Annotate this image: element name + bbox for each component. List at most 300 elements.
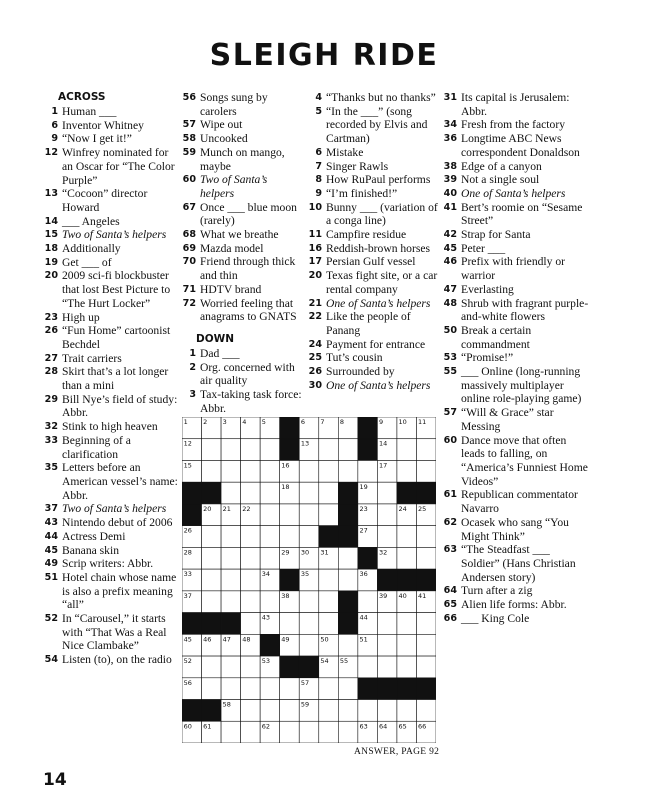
across-clue-57 <box>180 118 302 132</box>
across-clue-72 <box>180 297 302 324</box>
grid-cell[interactable] <box>319 439 339 461</box>
grid-cell[interactable] <box>241 656 261 678</box>
across-clue-56 <box>180 91 302 118</box>
clue-text: Letters before an American vessel’s name: Abbr. <box>62 461 178 502</box>
across-clue-59 <box>180 146 302 173</box>
grid-cell[interactable] <box>319 460 339 482</box>
down-clue-30 <box>306 379 438 393</box>
grid-cell[interactable] <box>397 613 417 635</box>
clue-text: Additionally <box>62 242 121 256</box>
grid-cell[interactable] <box>260 504 280 526</box>
grid-cell[interactable] <box>397 547 417 569</box>
down-clue-42 <box>441 228 589 242</box>
grid-cell[interactable] <box>202 526 222 548</box>
grid-cell[interactable] <box>260 482 280 504</box>
across-clue-15 <box>42 228 180 242</box>
grid-cell[interactable] <box>319 569 339 591</box>
clue-number: 2 <box>189 361 196 373</box>
grid-cell[interactable] <box>397 526 417 548</box>
clue-text: Shrub with fragrant purple-and-white flowers <box>461 296 589 324</box>
down-clue-25 <box>306 351 438 365</box>
grid-number: 30 <box>300 548 310 557</box>
grid-number: 3 <box>222 418 227 426</box>
clue-text: Uncooked <box>200 132 248 146</box>
clue-number: 71 <box>182 283 196 295</box>
grid-number: 65 <box>398 722 407 731</box>
grid-cell[interactable] <box>338 439 358 461</box>
grid-number: 66 <box>418 722 427 731</box>
grid-cell[interactable] <box>241 591 261 613</box>
clue-number: 59 <box>182 146 196 158</box>
clue-number: 20 <box>308 270 322 282</box>
grid-cell[interactable] <box>241 439 261 461</box>
grid-cell[interactable] <box>377 526 397 548</box>
clue-text: Mistake <box>326 145 364 159</box>
grid-cell[interactable] <box>397 634 417 656</box>
grid-cell[interactable] <box>280 721 300 743</box>
clue-text: Bill Nye’s field of study: Abbr. <box>62 392 178 420</box>
down-clue-50 <box>441 324 589 351</box>
grid-number: 62 <box>261 722 271 731</box>
grid-cell[interactable] <box>377 656 397 678</box>
clue-number: 28 <box>44 366 58 378</box>
grid-number: 51 <box>359 635 368 644</box>
down-clue-17 <box>306 255 438 269</box>
across-clue-58 <box>180 132 302 146</box>
clue-text: Friend through thick and thin <box>200 255 296 283</box>
clue-number: 9 <box>315 187 322 199</box>
grid-cell[interactable] <box>377 634 397 656</box>
grid-cell[interactable] <box>202 678 222 700</box>
clue-number: 50 <box>443 324 457 336</box>
clue-number: 19 <box>44 256 58 268</box>
clue-text: Worried feeling that anagrams to GNATS <box>200 296 297 324</box>
grid-number: 6 <box>300 418 305 426</box>
grid-number: 25 <box>418 504 427 513</box>
clue-text: Its capital is Jerusalem: Abbr. <box>461 91 570 118</box>
grid-number: 21 <box>222 504 231 513</box>
clue-text: Stink to high heaven <box>62 420 158 434</box>
clue-number: 63 <box>443 544 457 556</box>
clue-number: 70 <box>182 256 196 268</box>
grid-cell[interactable] <box>397 439 417 461</box>
clue-number: 21 <box>308 297 322 309</box>
grid-cell[interactable] <box>299 591 319 613</box>
crossword-grid[interactable] <box>182 417 436 743</box>
grid-block <box>182 482 202 504</box>
grid-cell[interactable] <box>319 700 339 722</box>
grid-cell[interactable] <box>416 439 436 461</box>
grid-number: 7 <box>320 418 325 426</box>
clue-number: 69 <box>182 242 196 254</box>
grid-cell[interactable] <box>221 482 241 504</box>
across-clue-71 <box>180 283 302 297</box>
grid-cell[interactable] <box>241 721 261 743</box>
down-clue-60 <box>441 434 589 489</box>
grid-number: 44 <box>359 613 368 622</box>
grid-cell[interactable] <box>221 721 241 743</box>
grid-cell[interactable] <box>358 656 378 678</box>
down-clue-16 <box>306 242 438 256</box>
clue-text: “Cocoon” director Howard <box>62 187 148 214</box>
grid-cell[interactable] <box>280 678 300 700</box>
grid-block <box>416 569 436 591</box>
grid-cell[interactable] <box>202 460 222 482</box>
grid-block <box>280 439 300 461</box>
grid-number: 1 <box>183 418 188 426</box>
grid-block <box>397 569 417 591</box>
across-clue-37 <box>42 502 180 516</box>
clue-text: Wipe out <box>200 118 243 132</box>
clue-text: Surrounded by <box>326 365 395 379</box>
grid-cell[interactable] <box>299 526 319 548</box>
down-clue-53 <box>441 351 589 365</box>
across-clue-14 <box>42 215 180 229</box>
clue-text: How RuPaul performs <box>326 173 431 187</box>
grid-number: 27 <box>359 526 368 535</box>
grid-cell[interactable] <box>299 634 319 656</box>
clue-number: 60 <box>443 434 457 446</box>
clue-number: 27 <box>44 352 58 364</box>
grid-cell[interactable] <box>319 591 339 613</box>
across-clue-19 <box>42 256 180 270</box>
across-clue-44 <box>42 530 180 544</box>
grid-cell[interactable] <box>319 504 339 526</box>
clue-number: 1 <box>189 347 196 359</box>
grid-cell[interactable] <box>241 460 261 482</box>
grid-number: 18 <box>281 483 290 492</box>
clue-number: 37 <box>44 503 58 515</box>
clue-text: Skirt that’s a lot longer than a mini <box>62 365 169 393</box>
grid-cell[interactable] <box>416 656 436 678</box>
grid-cell[interactable] <box>299 613 319 635</box>
grid-cell[interactable] <box>260 526 280 548</box>
grid-cell[interactable] <box>280 700 300 722</box>
clue-number: 47 <box>443 283 457 295</box>
across-clue-60 <box>180 173 302 200</box>
grid-cell[interactable] <box>416 526 436 548</box>
clue-text: Bert’s roomie on “Sesame Street” <box>461 200 583 228</box>
down-clue-9 <box>306 187 438 201</box>
down-clue-21 <box>306 297 438 311</box>
clue-text: Munch on mango, maybe <box>200 145 285 173</box>
clue-number: 43 <box>44 517 58 529</box>
grid-cell[interactable] <box>202 547 222 569</box>
down-clue-36 <box>441 132 589 159</box>
clue-number: 1 <box>51 106 58 117</box>
grid-cell[interactable] <box>397 656 417 678</box>
clue-text: “Promise!” <box>461 351 514 365</box>
page-number: 14 <box>43 770 67 790</box>
grid-cell[interactable] <box>338 460 358 482</box>
grid-cell[interactable] <box>358 591 378 613</box>
grid-cell[interactable] <box>260 547 280 569</box>
clue-text: ___ King Cole <box>461 611 530 625</box>
grid-block <box>338 591 358 613</box>
grid-cell[interactable] <box>416 460 436 482</box>
clue-number: 45 <box>443 242 457 254</box>
across-clue-12 <box>42 146 180 187</box>
clue-number: 39 <box>443 174 457 186</box>
clue-number: 13 <box>44 188 58 200</box>
grid-number: 54 <box>320 657 329 666</box>
grid-block <box>358 678 378 700</box>
across-clue-32 <box>42 420 180 434</box>
grid-number: 49 <box>281 635 290 644</box>
clue-number: 58 <box>182 133 196 145</box>
clue-number: 49 <box>44 558 58 570</box>
clue-number: 60 <box>182 174 196 186</box>
grid-cell[interactable] <box>221 439 241 461</box>
clue-number: 45 <box>44 544 58 556</box>
grid-number: 5 <box>261 418 266 426</box>
across-clue-23 <box>42 311 180 325</box>
clue-text: Songs sung by carolers <box>200 91 268 118</box>
clue-number: 29 <box>44 393 58 405</box>
clue-text: One of Santa’s helpers <box>461 186 566 200</box>
down-clue-38 <box>441 160 589 174</box>
grid-cell[interactable] <box>202 439 222 461</box>
clue-number: 52 <box>44 613 58 625</box>
grid-cell[interactable] <box>338 721 358 743</box>
grid-cell[interactable] <box>241 482 261 504</box>
clue-number: 15 <box>44 229 58 241</box>
clue-text: Get ___ of <box>62 255 112 269</box>
grid-cell[interactable] <box>416 700 436 722</box>
grid-cell[interactable] <box>299 504 319 526</box>
grid-number: 4 <box>242 418 247 426</box>
across-clue-list <box>42 105 180 667</box>
clue-number: 33 <box>44 434 58 446</box>
clue-number: 31 <box>443 92 457 103</box>
grid-number: 9 <box>378 418 384 426</box>
across-clue-68 <box>180 228 302 242</box>
grid-cell[interactable] <box>260 678 280 700</box>
grid-number: 38 <box>281 591 290 600</box>
grid-cell[interactable] <box>358 700 378 722</box>
across-clue-45 <box>42 544 180 558</box>
grid-cell[interactable] <box>241 547 261 569</box>
down-clue-39 <box>441 173 589 187</box>
grid-cell[interactable] <box>338 700 358 722</box>
grid-cell[interactable] <box>221 656 241 678</box>
clue-number: 4 <box>315 92 322 103</box>
clue-text: In “Carousel,” it starts with “That Was a Real Nice Clambake” <box>62 612 167 653</box>
grid-block <box>202 700 222 722</box>
clue-column-2 <box>180 91 302 415</box>
grid-block <box>338 504 358 526</box>
across-clue-51 <box>42 571 180 612</box>
grid-cell[interactable] <box>377 504 397 526</box>
grid-cell[interactable] <box>221 526 241 548</box>
across-clue-49 <box>42 557 180 571</box>
down-clue-22 <box>306 310 438 337</box>
clue-number: 22 <box>308 311 322 323</box>
down-clue-62 <box>441 516 589 543</box>
clue-number: 66 <box>443 612 457 624</box>
grid-number: 58 <box>222 700 231 709</box>
clue-text: Tax-taking task force: Abbr. <box>200 388 302 415</box>
clue-text: Bunny ___ (variation of a conga line) <box>326 200 438 228</box>
grid-cell[interactable] <box>241 526 261 548</box>
clue-text: Not a single soul <box>461 173 540 187</box>
grid-number: 34 <box>261 570 271 579</box>
grid-cell[interactable] <box>260 439 280 461</box>
clue-number: 10 <box>308 201 322 213</box>
grid-cell[interactable] <box>221 547 241 569</box>
grid-cell[interactable] <box>221 678 241 700</box>
grid-number: 2 <box>203 418 208 426</box>
clue-text: Mazda model <box>200 241 264 255</box>
grid-cell[interactable] <box>416 634 436 656</box>
grid-number: 40 <box>398 591 407 600</box>
grid-cell[interactable] <box>221 460 241 482</box>
grid-block <box>377 569 397 591</box>
grid-cell[interactable] <box>299 721 319 743</box>
clue-number: 62 <box>443 516 457 528</box>
grid-cell[interactable] <box>338 678 358 700</box>
grid-cell[interactable] <box>416 613 436 635</box>
grid-cell[interactable] <box>221 591 241 613</box>
clue-text: Republican commentator Navarro <box>461 488 578 516</box>
down-clue-46 <box>441 255 589 282</box>
grid-cell[interactable] <box>260 460 280 482</box>
grid-cell[interactable] <box>338 634 358 656</box>
clue-number: 16 <box>308 242 322 254</box>
clue-number: 6 <box>315 146 322 158</box>
grid-cell[interactable] <box>241 678 261 700</box>
clue-column-1 <box>42 91 180 667</box>
across-clue-28 <box>42 365 180 392</box>
grid-cell[interactable] <box>319 721 339 743</box>
grid-number: 55 <box>339 657 349 666</box>
grid-cell[interactable] <box>202 656 222 678</box>
clue-text: Scrip writers: Abbr. <box>62 557 154 571</box>
grid-cell[interactable] <box>397 460 417 482</box>
across-clue-18 <box>42 242 180 256</box>
grid-block <box>358 547 378 569</box>
clue-text: Prefix with friendly or warrior <box>461 255 565 283</box>
grid-number: 64 <box>378 722 388 731</box>
grid-cell[interactable] <box>338 547 358 569</box>
grid-block <box>358 417 378 439</box>
grid-cell[interactable] <box>397 700 417 722</box>
clue-text: ___ Online (long-running massively multiplayer online role-playing game) <box>461 365 582 406</box>
clue-number: 11 <box>308 229 322 241</box>
answer-note: ANSWER, PAGE 92 <box>354 747 440 757</box>
down-clue-63 <box>441 543 589 584</box>
down-clue-2 <box>180 361 302 388</box>
grid-block <box>397 678 417 700</box>
grid-number: 29 <box>281 548 290 557</box>
across-clue-list-cont <box>180 91 302 324</box>
clue-text: Peter ___ <box>461 241 506 255</box>
grid-number: 47 <box>222 635 231 644</box>
clue-number: 40 <box>443 187 457 199</box>
grid-cell[interactable] <box>241 700 261 722</box>
clue-number: 24 <box>308 338 322 350</box>
grid-cell[interactable] <box>377 613 397 635</box>
grid-cell[interactable] <box>319 482 339 504</box>
grid-cell[interactable] <box>260 591 280 613</box>
clue-number: 18 <box>44 243 58 255</box>
grid-block <box>397 482 417 504</box>
grid-block <box>319 526 339 548</box>
clue-text: Org. concerned with air quality <box>200 360 295 388</box>
clue-number: 6 <box>51 119 58 131</box>
grid-cell[interactable] <box>338 569 358 591</box>
grid-number: 50 <box>320 635 329 644</box>
clue-number: 32 <box>44 421 58 433</box>
grid-cell[interactable] <box>202 569 222 591</box>
grid-cell[interactable] <box>377 700 397 722</box>
clue-number: 42 <box>443 229 457 241</box>
grid-cell[interactable] <box>280 504 300 526</box>
clue-text: High up <box>62 310 100 324</box>
clue-number: 53 <box>443 352 457 364</box>
down-clue-list-cont <box>306 91 438 392</box>
grid-cell[interactable] <box>416 547 436 569</box>
grid-block <box>260 634 280 656</box>
clue-text: Once ___ blue moon (rarely) <box>200 200 297 228</box>
grid-cell[interactable] <box>241 613 261 635</box>
clue-text: Campfire residue <box>326 228 407 242</box>
down-clue-list <box>180 347 302 416</box>
clue-text: Longtime ABC News correspondent Donaldson <box>461 132 580 159</box>
clue-text: Fresh from the factory <box>461 118 565 132</box>
clue-number: 64 <box>443 585 457 597</box>
grid-cell[interactable] <box>260 700 280 722</box>
grid-block <box>416 482 436 504</box>
clue-text: Inventor Whitney <box>62 118 144 132</box>
grid-cell[interactable] <box>299 460 319 482</box>
grid-cell[interactable] <box>299 482 319 504</box>
clue-number: 14 <box>44 215 58 227</box>
down-clue-61 <box>441 488 589 515</box>
grid-cell[interactable] <box>319 678 339 700</box>
grid-cell[interactable] <box>377 482 397 504</box>
grid-block <box>202 482 222 504</box>
grid-number: 14 <box>378 439 388 448</box>
grid-number: 57 <box>300 678 310 687</box>
clue-text: Hotel chain whose name is also a prefix meaning “all” <box>62 570 177 612</box>
grid-cell[interactable] <box>280 526 300 548</box>
grid-cell[interactable] <box>221 569 241 591</box>
clue-text: Break a certain commandment <box>461 323 532 351</box>
down-clue-6 <box>306 146 438 160</box>
grid-cell[interactable] <box>280 613 300 635</box>
clue-number: 36 <box>443 133 457 145</box>
clue-text: Tut’s cousin <box>326 351 383 365</box>
grid-cell[interactable] <box>241 569 261 591</box>
clue-text: Listen (to), on the radio <box>62 653 172 667</box>
grid-number: 12 <box>183 439 192 448</box>
down-clue-47 <box>441 283 589 297</box>
grid-cell[interactable] <box>202 591 222 613</box>
clue-text: Actress Demi <box>62 529 126 543</box>
grid-number: 16 <box>281 461 290 470</box>
grid-number: 28 <box>183 548 192 557</box>
across-clue-35 <box>42 461 180 502</box>
clue-text: What we breathe <box>200 228 279 242</box>
clue-text: Texas fight site, or a car rental company <box>326 269 438 296</box>
clue-text: Singer Rawls <box>326 159 389 173</box>
clue-number: 25 <box>308 352 322 364</box>
clue-column-3 <box>306 91 438 392</box>
down-clue-11 <box>306 228 438 242</box>
grid-cell[interactable] <box>358 460 378 482</box>
grid-cell[interactable] <box>319 613 339 635</box>
